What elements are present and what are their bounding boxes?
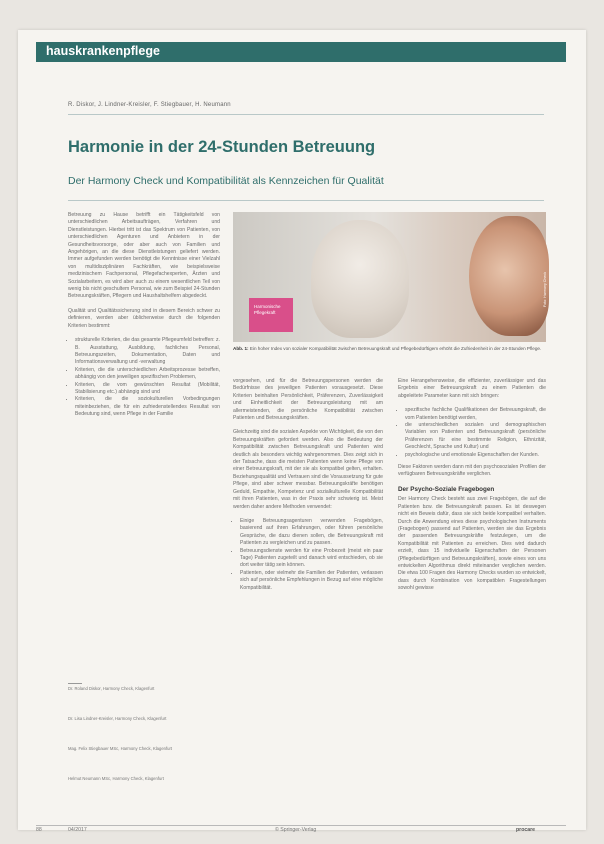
article-photo [233, 212, 546, 342]
article-subtitle: Der Harmony Check und Kompatibilität als Kennzeichen für Qualität [68, 175, 384, 187]
list-item: • spezifische fachliche Qualifikationen der Betreuungskraft, die vom Patienten benötigt werden, [405, 407, 546, 422]
footnote: Dr. Lisa Lindner-Kreisler, Harmony Check, Klagenfurt [68, 716, 167, 721]
footnote: Dr. Roland Diskor, Harmony Check, Klagenfurt [68, 686, 154, 692]
parameters-list [398, 407, 546, 459]
caregiver-image [469, 216, 549, 336]
paragraph: Betreuung zu Hause betrifft ein Tätigkeitsfeld von unterschiedlichen Arbeitsaufträgen, Verfahren und Dienstleistungen. Hierbei tritt ist das Spektrum von Patienten, von unterschiedlichen Agenturen und Anbietern in der Gesundheitsvorsorge, oder aber auch von Familien und Angehörigen, an die diese Dienstleistungen geliefert werden. Immer aufgefunden werden benötigt die Kenntnisse einer Vielzahl von multidisziplinären Fachkräften, wie beispielsweise medizinischem Fachpersonal, Pflegefachexperten, Ärzten und Sozialarbeitern, es wird aber auch zu einem wesentlichen Teil von wenig bis nicht geschultem Personal, wie zum Beispiel 24-Stunden Betreuungskräften, Pflegern und Haushaltshelfern abgedeckt. [68, 212, 220, 300]
paragraph: Der Harmony Check besteht aus zwei Fragebögen, die auf die Patienten bzw. die Betreuungskraft passen. Es ist deswegen nicht ein Beweis dafür, dass sie sich beide kompatibel verhalten. Durch die Anwendung eines diese psychologischen Instruments (Fragebogen) passend auf Patienten, werden sie das Ergebnis der passenden Betreuungskräfte festzulegen, um die Kompatibilität mit Patienten zu erreichen. Dies wird dadurch erzielt, dass 15 individuelle Eigenschaften der Personen (Pflegebedürftigen und Betreuungskräften), sowie eines von uns entwickelten Algorithmus direkt miteinander verglichen werden. Die etwa 100 Fragen des Harmony Checks wurden so entwickelt, dass durch Kombination von kompatiblen Fragestellungen sowohl gewisse [398, 496, 546, 592]
photo-credit: Foto: Harmony Check [543, 272, 547, 307]
paragraph: Qualität und Qualitätssicherung sind in diesem Bereich schwer zu definieren, werden aber üblicherweise durch die folgenden Kriterien bestimmt: [68, 307, 220, 329]
section-header-bar [36, 42, 566, 62]
list-item: • Kriterien, die die soziokulturellen Vorbedingungen miteinbeziehen, die für ein zufriedenstellendes Resultat von Bedeutung sind, wenn Pflege in der Familie [75, 396, 220, 418]
section-title: hauskrankenpflege [46, 44, 160, 58]
methods-list [233, 518, 383, 592]
footnote: Mag. Felix Stiegbauer MSc, Harmony Check, Klagenfurt [68, 746, 173, 751]
section-heading: Der Psycho-Soziale Fragebogen [398, 485, 495, 493]
list-item: • strukturelle Kriterien, die das gesamte Pflegeumfeld betreffen: z. B. Ausstattung, Ausbildung, fachliches Personal, Betreuungszeiten, Dokumentation, Daten und Informationsverwaltung und -verwaltung [75, 337, 220, 367]
photo-inset-text: Harmonische Pflegekraft [254, 304, 281, 315]
list-item: • die unterschiedlichen sozialen und demographischen Variablen von Patienten und Betreuungskraft (persönliche Präferenzen für eine bestimmte Religion, Ethnizität, Geschlecht, Sprache und Kultur) und [405, 422, 546, 452]
column-1 [68, 212, 220, 424]
list-item: • Einige Betreuungsagenturen verwenden Fragebögen, basierend auf ihren Erfahrungen, oder führen persönliche Gespräche, die dazu dienen sollen, die Betreuungskraft mit Patienten zu vergleichen und zu passen. [240, 518, 383, 548]
paragraph: Eine Herangehensweise, die effizienter, zuverlässiger und das Ergebnis einer Betreuungskraft zu einem Patienten die abgeleitete Parameter kann mit sich bringen: [398, 378, 546, 399]
page-number: 88 [36, 827, 42, 833]
article-authors: R. Diskor, J. Lindner-Kreisler, F. Stiegbauer, H. Neumann [68, 102, 231, 108]
footer-divider [36, 825, 566, 826]
list-item: • Patienten, oder vielmehr die Familien der Patienten, verlassen sich auf persönliche Empfehlungen in Bezug auf eine mögliche Kompatibilität. [240, 570, 383, 592]
list-item: • Betreuungsdienste werden für eine Probezeit (meist ein paar Tage) Patienten zugeteilt und danach wird entschieden, ob sie dort weiter tätig sein können. [240, 548, 383, 570]
column-3 [398, 378, 546, 600]
paragraph: Diese Faktoren werden dann mit den psychosozialen Profilen der verfügbaren Betreuungskräfte verglichen. [398, 464, 546, 478]
list-item: • psychologische und emotionale Eigenschaften der Kunden. [405, 452, 546, 459]
list-item: • Kriterien, die vom gewünschten Resultat (Mobilität, Stabilisierung etc.) abhängig sind und [75, 382, 220, 397]
paragraph: vorgesehen, und für die Betreuungspersonen werden die Bedürfnisse des jeweiligen Patienten vorausgesetzt. Diese Kriterien beinhalten Persönlichkeit, Präferenzen, Zuverlässigkeit und Einheitlichkeit der Betreuungsleistung mit am allermeistenden, die persönliche Kompatibilität zwischen Patienten und Betreuungskräften. [233, 378, 383, 422]
subtitle-divider [68, 200, 544, 201]
column-2 [233, 378, 383, 597]
criteria-list [68, 337, 220, 418]
list-item: • Kriterien, die die unterschiedlichen Arbeitsprozesse betreffen, abhängig von den jeweiligen spezifischen Problemen, [75, 367, 220, 382]
issue-number: 04/2017 [68, 827, 87, 833]
publisher: © Springer-Verlag [275, 827, 317, 833]
header-divider [68, 114, 544, 115]
journal-name: procare [516, 827, 536, 833]
paragraph: Gleichzeitig sind die sozialen Aspekte von Wichtigkeit, die von den Betreuungskräften gefordert werden. Also die Bedeutung der Kompatibilität zwischen Betreuungskraft und Patienten wird deutlich als besonders wichtig wahrgenommen. Dies zeigt sich in der Tatsache, dass die meisten Patienten wenn keine Pflege von einer Betreuungskraft, mit der sie als kompatibel gelten, erhalten. Beziehungsqualität und Vertrauen sind die Voraussetzung für gute Pflege, sind aber schwer messbar. Betreuungskräfte benötigen Geduld, Empathie, Kompetenz und sozialkulturelle Kompatibilität mit ihren Patienten, was in der Praxis sehr schwierig ist. Meist werden daher andere Methoden verwendet: [233, 429, 383, 510]
article-title: Harmonie in der 24-Stunden Betreuung [68, 138, 376, 156]
photo-inset-box [249, 298, 293, 332]
elderly-woman-image [311, 220, 409, 338]
figure-label: Abb. 1: [233, 346, 249, 351]
footnote: Helmut Neumann MSc, Harmony Check, Klagenfurt [68, 776, 164, 781]
figure-caption: Abb. 1: Ein hoher Index von sozialer Kompatibilität zwischen Betreuungskraft und Pflegebedürftigem erhöht die Zufriedenheit in der 24-Stunden Pflege. [233, 346, 542, 351]
